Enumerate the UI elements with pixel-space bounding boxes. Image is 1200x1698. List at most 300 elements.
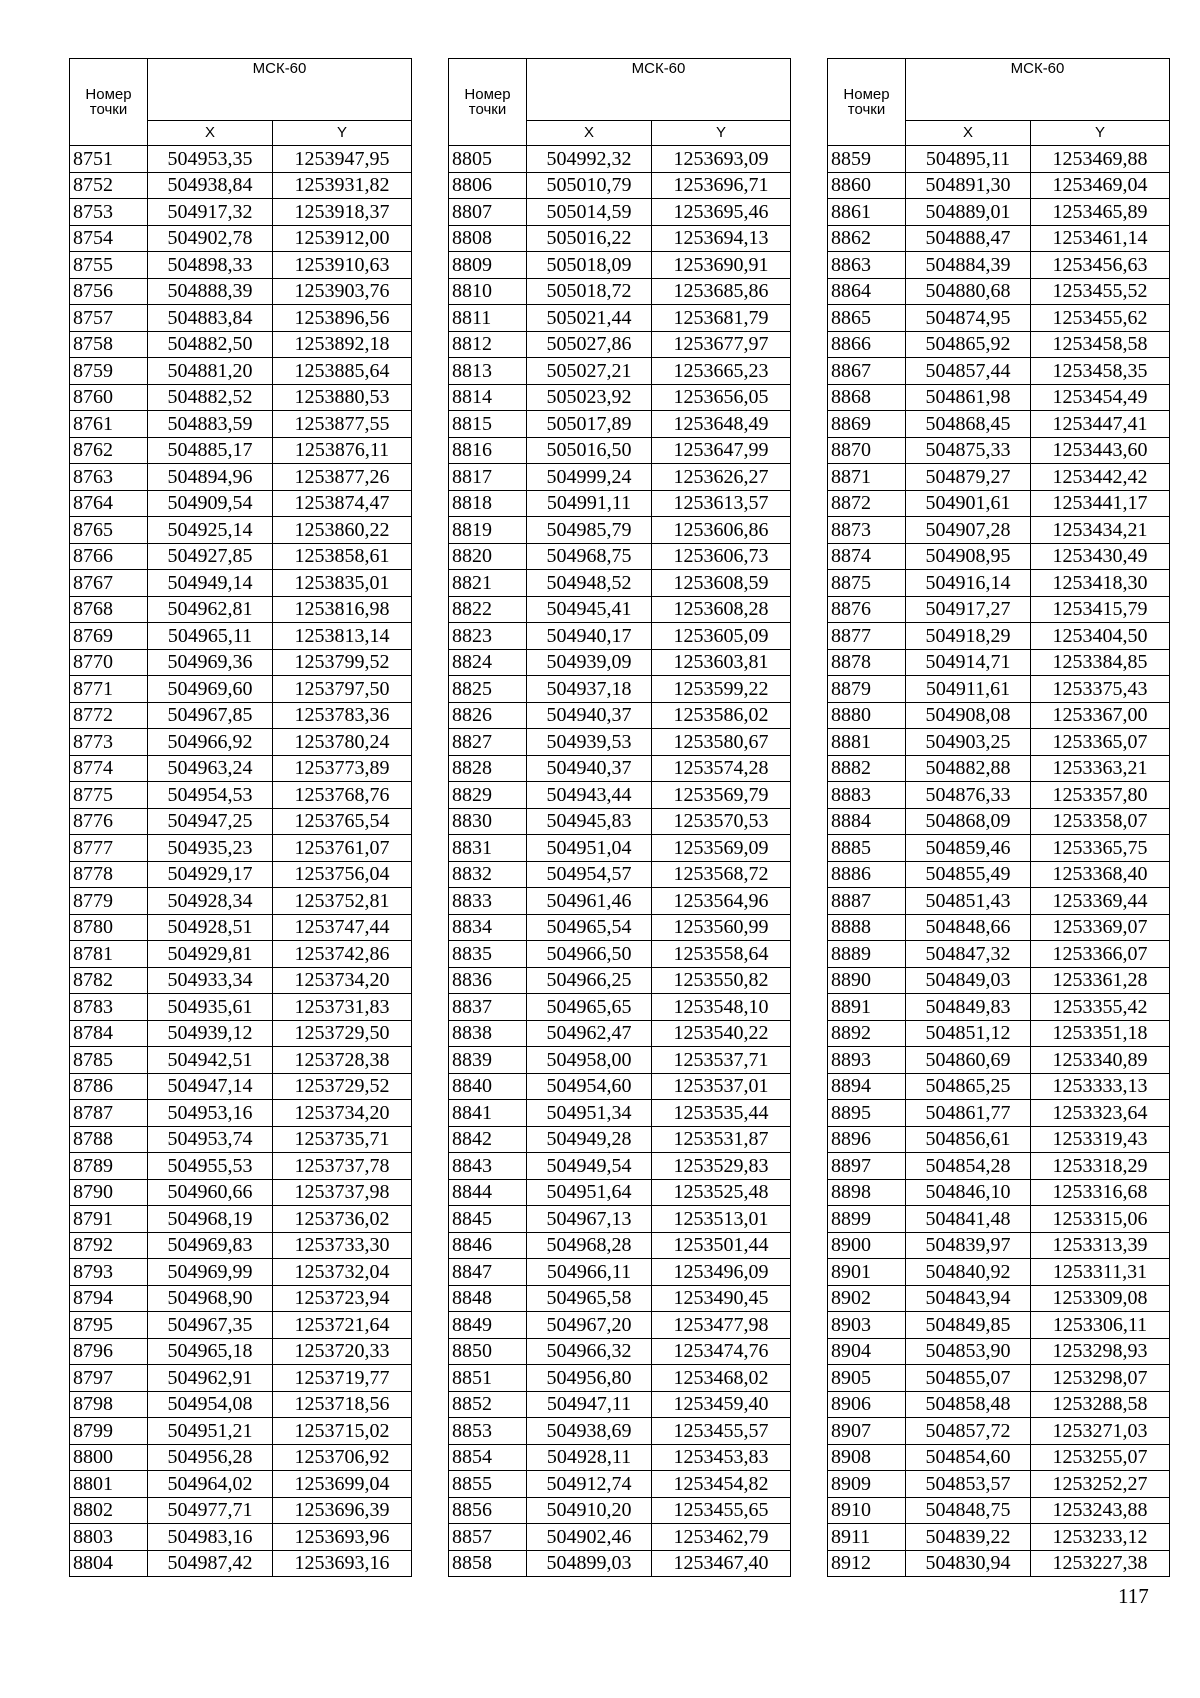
- y-coordinate-cell: 1253742,86: [273, 941, 412, 968]
- y-coordinate-cell: 1253737,98: [273, 1179, 412, 1206]
- x-coordinate-cell: 504965,65: [527, 994, 652, 1021]
- x-coordinate-cell: 504854,60: [906, 1444, 1031, 1471]
- y-coordinate-cell: 1253723,94: [273, 1285, 412, 1312]
- x-coordinate-cell: 504949,28: [527, 1126, 652, 1153]
- table-row: [70, 994, 412, 1021]
- y-coordinate-cell: 1253318,29: [1031, 1153, 1170, 1180]
- point-number-cell: 8788: [70, 1126, 148, 1153]
- point-number-cell: 8773: [70, 729, 148, 756]
- x-coordinate-cell: 504951,04: [527, 835, 652, 862]
- table-row: [70, 676, 412, 703]
- table-row: [449, 941, 791, 968]
- y-coordinate-cell: 1253455,62: [1031, 305, 1170, 332]
- table-row: [828, 1126, 1170, 1153]
- point-number-cell: 8892: [828, 1020, 906, 1047]
- table-row: [449, 755, 791, 782]
- point-number-cell: 8812: [449, 331, 527, 358]
- x-coordinate-cell: 504942,51: [148, 1047, 273, 1074]
- table-row: [70, 1206, 412, 1233]
- y-coordinate-cell: 1253496,09: [652, 1259, 791, 1286]
- y-coordinate-cell: 1253384,85: [1031, 649, 1170, 676]
- y-coordinate-cell: 1253693,16: [273, 1550, 412, 1577]
- y-coordinate-cell: 1253752,81: [273, 888, 412, 915]
- y-coordinate-cell: 1253877,55: [273, 411, 412, 438]
- x-coordinate-cell: 505016,22: [527, 225, 652, 252]
- x-coordinate-cell: 504858,48: [906, 1391, 1031, 1418]
- x-coordinate-cell: 504951,64: [527, 1179, 652, 1206]
- point-number-cell: 8898: [828, 1179, 906, 1206]
- point-number-cell: 8797: [70, 1365, 148, 1392]
- point-number-cell: 8835: [449, 941, 527, 968]
- x-coordinate-cell: 504901,61: [906, 490, 1031, 517]
- x-coordinate-cell: 504857,44: [906, 358, 1031, 385]
- x-coordinate-cell: 504965,18: [148, 1338, 273, 1365]
- table-row: [828, 225, 1170, 252]
- table-row: [828, 384, 1170, 411]
- x-coordinate-cell: 504907,28: [906, 517, 1031, 544]
- point-number-cell: 8877: [828, 623, 906, 650]
- point-number-cell: 8911: [828, 1524, 906, 1551]
- y-coordinate-cell: 1253441,17: [1031, 490, 1170, 517]
- x-coordinate-cell: 504928,51: [148, 914, 273, 941]
- x-coordinate-cell: 504955,53: [148, 1153, 273, 1180]
- y-header: Y: [273, 120, 412, 145]
- point-number-cell: 8846: [449, 1232, 527, 1259]
- point-number-cell: 8872: [828, 490, 906, 517]
- table-row: [70, 1471, 412, 1498]
- x-coordinate-cell: 504929,17: [148, 861, 273, 888]
- table-row: [70, 570, 412, 597]
- table-row: [70, 1153, 412, 1180]
- point-number-cell: 8851: [449, 1365, 527, 1392]
- y-coordinate-cell: 1253570,53: [652, 808, 791, 835]
- x-coordinate-cell: 504967,13: [527, 1206, 652, 1233]
- table-row: [828, 490, 1170, 517]
- x-coordinate-cell: 504962,91: [148, 1365, 273, 1392]
- x-coordinate-cell: 504947,25: [148, 808, 273, 835]
- y-coordinate-cell: 1253252,27: [1031, 1471, 1170, 1498]
- x-coordinate-cell: 504899,03: [527, 1550, 652, 1577]
- point-number-cell: 8905: [828, 1365, 906, 1392]
- point-number-cell: 8845: [449, 1206, 527, 1233]
- y-coordinate-cell: 1253306,11: [1031, 1312, 1170, 1339]
- x-coordinate-cell: 504977,71: [148, 1497, 273, 1524]
- x-coordinate-cell: 504846,10: [906, 1179, 1031, 1206]
- table-row: [70, 941, 412, 968]
- y-coordinate-cell: 1253715,02: [273, 1418, 412, 1445]
- y-coordinate-cell: 1253375,43: [1031, 676, 1170, 703]
- x-coordinate-cell: 504953,16: [148, 1100, 273, 1127]
- x-coordinate-cell: 504865,25: [906, 1073, 1031, 1100]
- x-coordinate-cell: 504849,85: [906, 1312, 1031, 1339]
- y-coordinate-cell: 1253418,30: [1031, 570, 1170, 597]
- point-number-cell: 8841: [449, 1100, 527, 1127]
- x-coordinate-cell: 504999,24: [527, 464, 652, 491]
- y-coordinate-cell: 1253656,05: [652, 384, 791, 411]
- x-coordinate-cell: 504917,27: [906, 596, 1031, 623]
- table-row: [449, 146, 791, 173]
- point-number-cell: 8759: [70, 358, 148, 385]
- x-coordinate-cell: 504965,54: [527, 914, 652, 941]
- point-number-cell: 8874: [828, 543, 906, 570]
- table-row: [70, 146, 412, 173]
- table-row: [828, 331, 1170, 358]
- point-number-cell: 8769: [70, 623, 148, 650]
- table-row: [828, 543, 1170, 570]
- table-row: [449, 1206, 791, 1233]
- table-row: [70, 1312, 412, 1339]
- table-row: [70, 437, 412, 464]
- x-coordinate-cell: 504963,24: [148, 755, 273, 782]
- y-coordinate-cell: 1253813,14: [273, 623, 412, 650]
- y-coordinate-cell: 1253415,79: [1031, 596, 1170, 623]
- table-row: [828, 1206, 1170, 1233]
- y-coordinate-cell: 1253298,07: [1031, 1365, 1170, 1392]
- point-number-cell: 8906: [828, 1391, 906, 1418]
- coord-system-header: МСК-60: [527, 59, 791, 121]
- y-coordinate-cell: 1253747,44: [273, 914, 412, 941]
- table-row: [828, 1259, 1170, 1286]
- point-number-cell: 8751: [70, 146, 148, 173]
- table-row: [449, 305, 791, 332]
- table-row: [449, 570, 791, 597]
- table-row: [449, 411, 791, 438]
- x-coordinate-cell: 504969,83: [148, 1232, 273, 1259]
- table-row: [828, 1444, 1170, 1471]
- y-coordinate-cell: 1253468,02: [652, 1365, 791, 1392]
- table-row: [70, 252, 412, 279]
- point-number-cell: 8819: [449, 517, 527, 544]
- y-coordinate-cell: 1253797,50: [273, 676, 412, 703]
- point-number-cell: 8904: [828, 1338, 906, 1365]
- point-number-cell: 8771: [70, 676, 148, 703]
- y-coordinate-cell: 1253368,40: [1031, 861, 1170, 888]
- y-coordinate-cell: 1253918,37: [273, 199, 412, 226]
- point-number-cell: 8833: [449, 888, 527, 915]
- table-row: [449, 331, 791, 358]
- y-coordinate-cell: 1253447,41: [1031, 411, 1170, 438]
- table-row: [828, 358, 1170, 385]
- x-coordinate-cell: 504854,28: [906, 1153, 1031, 1180]
- x-coordinate-cell: 504895,11: [906, 146, 1031, 173]
- point-number-cell: 8799: [70, 1418, 148, 1445]
- y-coordinate-cell: 1253765,54: [273, 808, 412, 835]
- y-coordinate-cell: 1253525,48: [652, 1179, 791, 1206]
- x-coordinate-cell: 504847,32: [906, 941, 1031, 968]
- x-coordinate-cell: 504969,60: [148, 676, 273, 703]
- y-coordinate-cell: 1253780,24: [273, 729, 412, 756]
- point-number-cell: 8828: [449, 755, 527, 782]
- y-coordinate-cell: 1253606,73: [652, 543, 791, 570]
- y-coordinate-cell: 1253540,22: [652, 1020, 791, 1047]
- table-row: [449, 517, 791, 544]
- point-number-cell: 8912: [828, 1550, 906, 1577]
- y-coordinate-cell: 1253735,71: [273, 1126, 412, 1153]
- table-row: [828, 861, 1170, 888]
- table-row: [70, 384, 412, 411]
- table-row: [70, 464, 412, 491]
- y-coordinate-cell: 1253690,91: [652, 252, 791, 279]
- x-coordinate-cell: 504888,39: [148, 278, 273, 305]
- x-coordinate-cell: 504933,34: [148, 967, 273, 994]
- point-number-cell: 8884: [828, 808, 906, 835]
- y-coordinate-cell: 1253469,04: [1031, 172, 1170, 199]
- table-row: [70, 967, 412, 994]
- table-row: [70, 782, 412, 809]
- y-coordinate-cell: 1253719,77: [273, 1365, 412, 1392]
- y-coordinate-cell: 1253783,36: [273, 702, 412, 729]
- table-row: [70, 305, 412, 332]
- table-row: [828, 623, 1170, 650]
- table-row: [449, 1073, 791, 1100]
- x-coordinate-cell: 504948,52: [527, 570, 652, 597]
- y-coordinate-cell: 1253459,40: [652, 1391, 791, 1418]
- x-coordinate-cell: 504853,57: [906, 1471, 1031, 1498]
- y-coordinate-cell: 1253461,14: [1031, 225, 1170, 252]
- table-row: [70, 543, 412, 570]
- x-coordinate-cell: 504876,33: [906, 782, 1031, 809]
- x-coordinate-cell: 504853,90: [906, 1338, 1031, 1365]
- y-coordinate-cell: 1253603,81: [652, 649, 791, 676]
- y-coordinate-cell: 1253569,09: [652, 835, 791, 862]
- point-number-cell: 8830: [449, 808, 527, 835]
- y-coordinate-cell: 1253874,47: [273, 490, 412, 517]
- point-number-cell: 8837: [449, 994, 527, 1021]
- x-coordinate-cell: 504848,75: [906, 1497, 1031, 1524]
- point-number-cell: 8850: [449, 1338, 527, 1365]
- table-row: [449, 199, 791, 226]
- y-coordinate-cell: 1253442,42: [1031, 464, 1170, 491]
- y-coordinate-cell: 1253453,83: [652, 1444, 791, 1471]
- table-row: [449, 888, 791, 915]
- y-coordinate-cell: 1253835,01: [273, 570, 412, 597]
- y-coordinate-cell: 1253456,63: [1031, 252, 1170, 279]
- y-coordinate-cell: 1253501,44: [652, 1232, 791, 1259]
- y-coordinate-cell: 1253608,28: [652, 596, 791, 623]
- y-coordinate-cell: 1253361,28: [1031, 967, 1170, 994]
- coord-system-header: МСК-60: [906, 59, 1170, 121]
- table-row: [828, 1418, 1170, 1445]
- x-coordinate-cell: 504927,85: [148, 543, 273, 570]
- table-row: [449, 1100, 791, 1127]
- table-row: [70, 1020, 412, 1047]
- x-coordinate-cell: 504894,96: [148, 464, 273, 491]
- table-row: [70, 1179, 412, 1206]
- x-coordinate-cell: 504967,85: [148, 702, 273, 729]
- x-coordinate-cell: 504985,79: [527, 517, 652, 544]
- table-row: [828, 808, 1170, 835]
- x-coordinate-cell: 504875,33: [906, 437, 1031, 464]
- y-coordinate-cell: 1253574,28: [652, 755, 791, 782]
- x-coordinate-cell: 504916,14: [906, 570, 1031, 597]
- table-row: [828, 1312, 1170, 1339]
- y-coordinate-cell: 1253455,65: [652, 1497, 791, 1524]
- table-row: [449, 1232, 791, 1259]
- y-coordinate-cell: 1253736,02: [273, 1206, 412, 1233]
- x-coordinate-cell: 504868,09: [906, 808, 1031, 835]
- x-coordinate-cell: 504940,17: [527, 623, 652, 650]
- point-number-cell: 8823: [449, 623, 527, 650]
- table-row: [828, 782, 1170, 809]
- x-coordinate-cell: 504966,32: [527, 1338, 652, 1365]
- table-row: [70, 888, 412, 915]
- table-row: [449, 384, 791, 411]
- point-number-cell: 8765: [70, 517, 148, 544]
- y-coordinate-cell: 1253699,04: [273, 1471, 412, 1498]
- point-number-cell: 8803: [70, 1524, 148, 1551]
- table-row: [70, 861, 412, 888]
- point-number-cell: 8775: [70, 782, 148, 809]
- y-coordinate-cell: 1253537,01: [652, 1073, 791, 1100]
- table-row: [828, 888, 1170, 915]
- x-coordinate-cell: 504951,34: [527, 1100, 652, 1127]
- y-coordinate-cell: 1253537,71: [652, 1047, 791, 1074]
- coordinates-table-3: [827, 58, 1170, 1577]
- table-row: [70, 1497, 412, 1524]
- y-coordinate-cell: 1253404,50: [1031, 623, 1170, 650]
- table-row: [828, 517, 1170, 544]
- point-number-cell: 8896: [828, 1126, 906, 1153]
- table-row: [449, 1126, 791, 1153]
- table-row: [828, 596, 1170, 623]
- y-coordinate-cell: 1253550,82: [652, 967, 791, 994]
- table-row: [828, 1179, 1170, 1206]
- table-row: [449, 278, 791, 305]
- table-row: [449, 1524, 791, 1551]
- table-row: [449, 1391, 791, 1418]
- x-coordinate-cell: 504881,20: [148, 358, 273, 385]
- table-row: [828, 411, 1170, 438]
- x-coordinate-cell: 504889,01: [906, 199, 1031, 226]
- x-coordinate-cell: 504935,61: [148, 994, 273, 1021]
- table-row: [449, 596, 791, 623]
- x-coordinate-cell: 504855,49: [906, 861, 1031, 888]
- table-row: [828, 199, 1170, 226]
- point-number-cell: 8798: [70, 1391, 148, 1418]
- table-row: [449, 1418, 791, 1445]
- y-coordinate-cell: 1253469,88: [1031, 146, 1170, 173]
- point-number-cell: 8758: [70, 331, 148, 358]
- point-number-cell: 8894: [828, 1073, 906, 1100]
- x-coordinate-cell: 504849,83: [906, 994, 1031, 1021]
- x-coordinate-cell: 504939,09: [527, 649, 652, 676]
- x-coordinate-cell: 504983,16: [148, 1524, 273, 1551]
- x-coordinate-cell: 504879,27: [906, 464, 1031, 491]
- x-coordinate-cell: 504861,98: [906, 384, 1031, 411]
- x-coordinate-cell: 504968,28: [527, 1232, 652, 1259]
- point-number-cell: 8876: [828, 596, 906, 623]
- table-row: [70, 1100, 412, 1127]
- point-number-cell: 8842: [449, 1126, 527, 1153]
- point-number-cell: 8864: [828, 278, 906, 305]
- coordinates-table-1: [69, 58, 412, 1577]
- table-row: [70, 358, 412, 385]
- point-number-cell: 8873: [828, 517, 906, 544]
- point-number-cell: 8794: [70, 1285, 148, 1312]
- point-number-cell: 8781: [70, 941, 148, 968]
- y-coordinate-cell: 1253613,57: [652, 490, 791, 517]
- x-coordinate-cell: 504949,54: [527, 1153, 652, 1180]
- y-coordinate-cell: 1253365,07: [1031, 729, 1170, 756]
- point-number-cell: 8891: [828, 994, 906, 1021]
- table-row: [828, 967, 1170, 994]
- table-row: [828, 1497, 1170, 1524]
- y-coordinate-cell: 1253313,39: [1031, 1232, 1170, 1259]
- x-coordinate-cell: 504841,48: [906, 1206, 1031, 1233]
- x-coordinate-cell: 505017,89: [527, 411, 652, 438]
- y-coordinate-cell: 1253608,59: [652, 570, 791, 597]
- x-coordinate-cell: 505021,44: [527, 305, 652, 332]
- x-coordinate-cell: 504969,36: [148, 649, 273, 676]
- point-number-cell: 8880: [828, 702, 906, 729]
- y-coordinate-cell: 1253729,52: [273, 1073, 412, 1100]
- table-row: [828, 994, 1170, 1021]
- y-coordinate-cell: 1253531,87: [652, 1126, 791, 1153]
- y-coordinate-cell: 1253365,75: [1031, 835, 1170, 862]
- point-number-cell: 8754: [70, 225, 148, 252]
- point-number-cell: 8878: [828, 649, 906, 676]
- point-number-cell: 8897: [828, 1153, 906, 1180]
- point-number-cell: 8808: [449, 225, 527, 252]
- point-number-cell: 8752: [70, 172, 148, 199]
- page-number: 117: [1118, 1584, 1149, 1608]
- point-number-cell: 8753: [70, 199, 148, 226]
- x-coordinate-cell: 504868,45: [906, 411, 1031, 438]
- table-row: [449, 835, 791, 862]
- table-row: [70, 1232, 412, 1259]
- y-coordinate-cell: 1253648,49: [652, 411, 791, 438]
- point-number-cell: 8826: [449, 702, 527, 729]
- point-number-cell: 8875: [828, 570, 906, 597]
- x-coordinate-cell: 504965,11: [148, 623, 273, 650]
- y-coordinate-cell: 1253885,64: [273, 358, 412, 385]
- point-number-cell: 8817: [449, 464, 527, 491]
- x-coordinate-cell: 504911,61: [906, 676, 1031, 703]
- table-row: [449, 1259, 791, 1286]
- y-coordinate-cell: 1253311,31: [1031, 1259, 1170, 1286]
- point-number-cell: 8821: [449, 570, 527, 597]
- x-header: X: [148, 120, 273, 145]
- table-row: [449, 490, 791, 517]
- x-coordinate-cell: 504967,20: [527, 1312, 652, 1339]
- table-row: [70, 1285, 412, 1312]
- table-row: [449, 1020, 791, 1047]
- x-coordinate-cell: 504929,81: [148, 941, 273, 968]
- table-row: [70, 1259, 412, 1286]
- table-row: [828, 1524, 1170, 1551]
- table-row: [70, 596, 412, 623]
- table-row: [70, 1126, 412, 1153]
- point-number-cell: 8776: [70, 808, 148, 835]
- point-number-cell: 8827: [449, 729, 527, 756]
- x-coordinate-cell: 505027,86: [527, 331, 652, 358]
- point-number-cell: 8825: [449, 676, 527, 703]
- point-number-cell: 8755: [70, 252, 148, 279]
- table-row: [828, 914, 1170, 941]
- y-coordinate-cell: 1253454,82: [652, 1471, 791, 1498]
- y-coordinate-cell: 1253696,39: [273, 1497, 412, 1524]
- table-row: [828, 1100, 1170, 1127]
- y-coordinate-cell: 1253458,35: [1031, 358, 1170, 385]
- y-coordinate-cell: 1253858,61: [273, 543, 412, 570]
- point-number-cell: 8887: [828, 888, 906, 915]
- table-row: [70, 1073, 412, 1100]
- y-coordinate-cell: 1253694,13: [652, 225, 791, 252]
- table-row: [449, 543, 791, 570]
- table-row: [828, 1232, 1170, 1259]
- y-coordinate-cell: 1253693,09: [652, 146, 791, 173]
- point-number-cell: 8869: [828, 411, 906, 438]
